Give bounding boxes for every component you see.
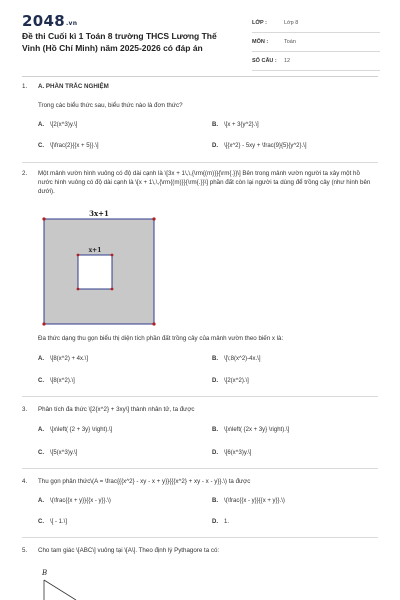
question-text: Cho tam giác \[ABC\] vuông tại \[A\]. Theo định lý Pythagore ta có: bbox=[38, 547, 220, 554]
meta-row-count bbox=[252, 52, 380, 71]
option-letter: D. bbox=[212, 378, 218, 384]
logo-suffix: .vn bbox=[65, 20, 78, 27]
option-letter: B. bbox=[212, 498, 218, 504]
option-c[interactable] bbox=[38, 449, 77, 458]
option-text: \[x\left( {2 + 3y} \right).\] bbox=[50, 427, 113, 433]
inner-square bbox=[78, 255, 112, 289]
inner-side-label: x+1 bbox=[88, 247, 102, 254]
option-c[interactable] bbox=[38, 142, 99, 151]
vertex-point bbox=[42, 217, 45, 220]
option-b[interactable] bbox=[212, 497, 285, 506]
meta-label: LỚP : bbox=[252, 20, 267, 26]
option-b[interactable] bbox=[212, 355, 261, 364]
question-text: Thu gọn phân thức\(A = \frac{{{x^2} - xy - x + y}}{{{x^2} + xy - x - y}}.\) ta được bbox=[38, 478, 251, 485]
vertex-point bbox=[77, 288, 80, 291]
question-number: 2. bbox=[22, 170, 28, 177]
option-d[interactable] bbox=[212, 518, 229, 527]
option-letter: D. bbox=[212, 143, 218, 149]
meta-value: 12 bbox=[284, 58, 291, 64]
option-text: \(\frac{{x + y}}{{x - y}}.\) bbox=[50, 498, 111, 504]
option-letter: A. bbox=[38, 356, 44, 362]
vertex-point bbox=[111, 288, 114, 291]
option-text: 1. bbox=[224, 519, 230, 525]
question-divider bbox=[22, 396, 378, 397]
option-text: \[2(x^3)y.\] bbox=[50, 122, 78, 128]
meta-value: Toán bbox=[284, 39, 296, 45]
meta-row-class bbox=[252, 14, 380, 33]
question-text: Đa thức dạng thu gọn biểu thị diện tích phần đất trồng cây của mảnh vườn theo biến x là: bbox=[38, 335, 284, 342]
option-d[interactable] bbox=[212, 377, 249, 386]
meta-label: SỐ CÂU : bbox=[252, 58, 277, 64]
vertex-point bbox=[42, 322, 45, 325]
option-text: \[ - 1.\] bbox=[50, 519, 68, 525]
option-text: \[{x^2} - 5xy + \frac{9}{5}{y^2}.\] bbox=[224, 143, 307, 149]
option-c[interactable] bbox=[38, 377, 75, 386]
meta-row-subject bbox=[252, 33, 380, 52]
option-c[interactable] bbox=[38, 518, 67, 527]
vertex-point bbox=[152, 217, 155, 220]
question-number: 5. bbox=[22, 547, 28, 554]
site-logo[interactable] bbox=[22, 12, 77, 30]
outer-side-label: 3x+1 bbox=[89, 209, 109, 218]
exam-title: Đề thi Cuối kì 1 Toán 8 trường THCS Lương Thế Vinh (Hồ Chí Minh) năm 2025-2026 có đáp án bbox=[22, 31, 217, 53]
option-text: \[\frac{2}{{x + 5}}.\] bbox=[50, 143, 99, 149]
question-divider bbox=[22, 162, 378, 163]
option-letter: D. bbox=[212, 450, 218, 456]
option-text: \[2(x^2).\] bbox=[224, 378, 249, 384]
triangle-side bbox=[44, 580, 76, 600]
option-d[interactable] bbox=[212, 142, 307, 151]
question-text: Một mảnh vườn hình vuông có độ dài cạnh là \[3x + 1\,\,{\rm{(m)}}{\rm{.}}\] Bên trong mảnh vườn người ta xây một hồ nước hình vuông có độ dài cạnh là \[x + 1\,\,{\rm{(m)}}{\rm{.}}\] phần đất còn lại người ta dùng để trồng cây (như hình bên dưới). bbox=[38, 170, 371, 195]
option-a[interactable] bbox=[38, 426, 112, 435]
option-text: \[8(x^2).\] bbox=[50, 378, 75, 384]
option-a[interactable] bbox=[38, 121, 77, 130]
question-text: Trong các biểu thức sau, biểu thức nào là đơn thức? bbox=[38, 102, 183, 109]
header-divider bbox=[22, 76, 378, 77]
option-letter: A. bbox=[38, 122, 44, 128]
option-b[interactable] bbox=[212, 121, 259, 130]
page-header bbox=[0, 0, 400, 72]
option-a[interactable] bbox=[38, 497, 111, 506]
meta-label: MÔN : bbox=[252, 39, 269, 45]
option-letter: C. bbox=[38, 450, 44, 456]
option-text: \[x\left( {2x + 3y} \right).\] bbox=[224, 427, 290, 433]
option-text: \(\frac{{x - y}}{{x + y}}.\) bbox=[224, 498, 285, 504]
question-number: 3. bbox=[22, 406, 28, 413]
exam-meta bbox=[252, 14, 380, 71]
option-letter: B. bbox=[212, 356, 218, 362]
vertex-point bbox=[152, 322, 155, 325]
option-letter: C. bbox=[38, 143, 44, 149]
section-title: A. PHẦN TRẮC NGHIỆM bbox=[38, 83, 109, 90]
option-text: \[8(x^2) + 4x.\] bbox=[50, 356, 88, 362]
question-number: 4. bbox=[22, 478, 28, 485]
meta-value: Lớp 8 bbox=[284, 20, 299, 26]
question-divider bbox=[22, 468, 378, 469]
logo-text: 2048 bbox=[22, 12, 65, 30]
option-letter: A. bbox=[38, 427, 44, 433]
question-divider bbox=[22, 537, 378, 538]
option-text: \[x + 3{y^2}.\] bbox=[224, 122, 259, 128]
option-text: \[6(x^3)y.\] bbox=[224, 450, 252, 456]
option-letter: C. bbox=[38, 519, 44, 525]
option-text: \[\;8(x^2)-4x.\] bbox=[224, 356, 261, 362]
triangle-figure bbox=[36, 566, 116, 600]
question-text: Phân tích đa thức \[2{x^2} + 3xy\] thành nhân tử, ta được bbox=[38, 406, 195, 413]
option-letter: A. bbox=[38, 498, 44, 504]
option-a[interactable] bbox=[38, 355, 88, 364]
vertex-label-b: B bbox=[42, 569, 48, 577]
option-b[interactable] bbox=[212, 426, 289, 435]
option-letter: B. bbox=[212, 427, 218, 433]
option-letter: D. bbox=[212, 519, 218, 525]
section-number: 1. bbox=[22, 83, 28, 90]
option-d[interactable] bbox=[212, 449, 251, 458]
option-text: \[5(x^3)y.\] bbox=[50, 450, 78, 456]
vertex-point bbox=[77, 254, 80, 257]
vertex-point bbox=[111, 254, 114, 257]
garden-figure bbox=[40, 209, 160, 329]
option-letter: C. bbox=[38, 378, 44, 384]
option-letter: B. bbox=[212, 122, 218, 128]
